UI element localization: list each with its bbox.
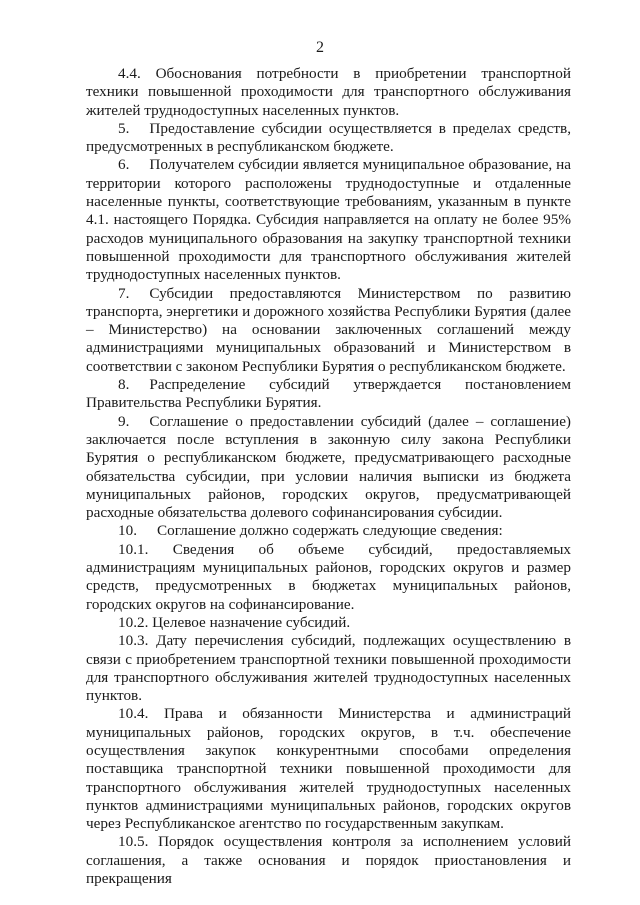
paragraph-6	[86, 156, 571, 284]
paragraph-10-5	[86, 833, 571, 888]
paragraph-10-2	[86, 614, 571, 632]
paragraph-10-3	[86, 632, 571, 705]
paragraph-10-4	[86, 705, 571, 833]
paragraph-number: 8.	[118, 376, 130, 394]
paragraph-number: 10.2.	[118, 613, 149, 631]
paragraph-5	[86, 120, 571, 157]
paragraph-9	[86, 413, 571, 523]
paragraph-number: 10.3.	[118, 632, 149, 650]
paragraph-7	[86, 285, 571, 376]
paragraph-number: 7.	[118, 284, 130, 302]
paragraph-text: Права и обязанности Министерства и администраций муниципальных районов, городских округов, в т.ч. обеспечение осуществления закупок конкурентными способами определения поставщика транспортной техники повышенной проходимости для транспортного обслуживания жителей труднодоступных населенных пунктов администрациями муниципальных районов, городских округов через Республиканское агентство по государственным закупкам.	[86, 705, 572, 833]
paragraph-4-4	[86, 65, 571, 120]
paragraph-number: 10.4.	[118, 705, 149, 723]
paragraph-10-1	[86, 541, 571, 614]
paragraph-8	[86, 376, 571, 413]
paragraph-10	[86, 522, 571, 540]
paragraph-text: Обоснования потребности в приобретении транспортной техники повышенной проходимости для транспортного обслуживания жителей труднодоступных населенных пунктов.	[86, 65, 571, 119]
paragraph-text: Субсидии предоставляются Министерством по развитию транспорта, энергетики и дорожного хозяйства Республики Бурятия (далее – Министерство) на основании заключенных соглашений между администрациями муниципальных образований и Министерством в соответствии с законом Республики Бурятия о республиканском бюджете.	[86, 284, 572, 375]
paragraph-text: Распределение субсидий утверждается постановлением Правительства Республики Бурятия.	[86, 376, 571, 412]
paragraph-number: 10.	[118, 522, 137, 540]
paragraph-text: Целевое назначение субсидий.	[152, 613, 351, 631]
paragraph-text: Предоставление субсидии осуществляется в пределах средств, предусмотренных в республиканском бюджете.	[86, 119, 571, 156]
paragraph-text: Сведения об объеме субсидий, предоставляемых администрациям муниципальных районов, городских округов и размер средств, предусмотренных в бюджетах муниципальных районов, городских округов на софинансирование.	[86, 540, 571, 613]
document-body	[86, 65, 571, 888]
paragraph-number: 9.	[118, 412, 130, 430]
paragraph-number: 5.	[118, 119, 130, 137]
paragraph-text: Соглашение должно содержать следующие сведения:	[156, 522, 503, 540]
paragraph-number: 6.	[118, 156, 130, 174]
paragraph-number: 4.4.	[118, 65, 141, 82]
paragraph-number: 10.5.	[118, 833, 149, 851]
paragraph-text: Получателем субсидии является муниципальное образование, на территории которого расположены труднодоступные и отдаленные населенные пункты, соответствующие требованиям, указанным в пункте 4.1. настоящего Порядка. Субсидия направляется на оплату не более 95% расходов муниципального образования на закупку транспортной техники повышенной проходимости для транспортного обслуживания жителей труднодоступных населенных пунктов.	[86, 156, 571, 284]
paragraph-number: 10.1.	[118, 540, 149, 558]
page-number: 2	[316, 39, 324, 56]
paragraph-text: Соглашение о предоставлении субсидий (далее – соглашение) заключается после вступления в законную силу закона Республики Бурятия о республиканском бюджете, предусматривающего расходные обязательства субсидии, при условии наличия выписки из бюджета муниципальных районов, городских округов, предусматривающей расходные обязательства долевого софинансирования субсидии.	[86, 412, 571, 522]
paragraph-text: Дату перечисления субсидий, подлежащих осуществлению в связи с приобретением транспортной техники повышенной проходимости для транспортного обслуживания жителей труднодоступных населенных пунктов.	[86, 632, 571, 705]
paragraph-text: Порядок осуществления контроля за исполнением условий соглашения, а также основания и порядок приостановления и прекращения	[86, 833, 571, 888]
